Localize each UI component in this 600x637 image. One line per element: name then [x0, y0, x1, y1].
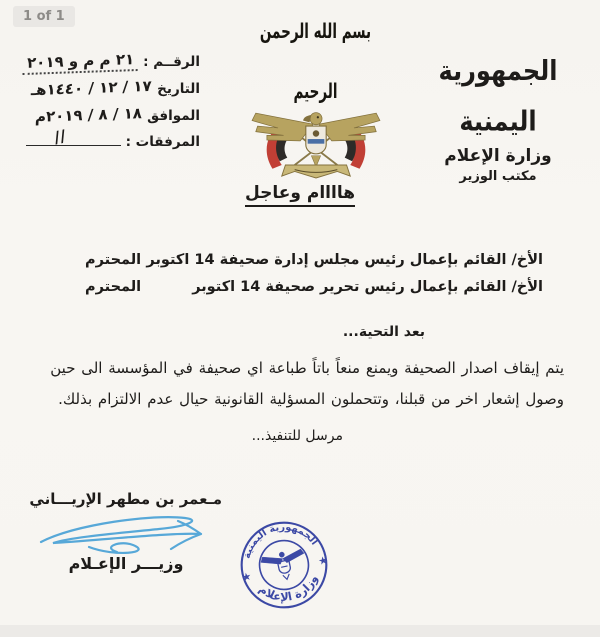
signature-block	[30, 490, 222, 573]
stamp-top-text: الجمهورية اليمنية	[241, 521, 320, 560]
republic-title: الجمهورية اليمنية	[438, 54, 558, 138]
recipient-honorific: المحترم	[85, 279, 142, 295]
field-row-date-hijri	[22, 76, 200, 106]
stamp-bottom-text: وزارة الإعلام	[256, 572, 321, 604]
attachments-rule	[26, 125, 121, 148]
letter-body	[36, 353, 564, 415]
field-value-number: ٢١ م م و ٢٠١٩	[23, 50, 139, 75]
signatory-name: مـعمر بن مطهر الإريـــاني	[29, 490, 222, 508]
field-value-date-hijri: ١٧ / ١٢ / ١٤٤٠هـ	[31, 76, 153, 100]
field-label-date-hijri: التاريخ	[157, 81, 200, 97]
recipient-honorific: المحترم	[85, 252, 142, 268]
org-header	[402, 52, 594, 184]
greeting-line: بعد التحية...	[342, 324, 425, 340]
field-label-attachments: المرفقات :	[125, 134, 200, 150]
recipient-row	[85, 279, 543, 295]
ministry-stamp	[216, 497, 351, 632]
field-row-attachments	[22, 125, 200, 160]
recipient-text: الأخ/ القائم بإعمال رئيس مجلس إدارة صحيفة 14 اكتوبر	[146, 252, 543, 268]
field-label-date-gregorian: الموافق	[147, 108, 200, 124]
signature-scribble	[31, 506, 221, 558]
dispatch-note: مرسل للتنفيذ...	[251, 428, 343, 444]
reference-fields	[22, 52, 200, 160]
field-value-date-gregorian: ١٨ / ٨ / ٢٠١٩م	[34, 104, 143, 126]
recipient-row	[85, 252, 543, 268]
emblem-block	[238, 22, 393, 194]
page-indicator: 1 of 1	[13, 6, 75, 27]
field-label-number: الرقــم :	[143, 54, 200, 70]
star-icon: ★	[317, 554, 330, 568]
body-line-2: وصول إشعار اخر من قبلنا، وتتحملون المسؤلية القانونية حيال عدم الالتزام بذلك.	[58, 390, 564, 408]
subject-line	[0, 183, 600, 203]
stamp-seal-icon	[216, 497, 351, 632]
star-icon: ★	[240, 570, 253, 585]
svg-text:الجمهورية اليمنية	[236, 514, 321, 561]
signatory-title: وزيـــر الإعـلام	[68, 554, 184, 573]
body-line-1: يتم إيقاف اصدار الصحيفة ويمنع منعاً باتاً طباعة اي صحيفة في المؤسسة الى حين	[50, 359, 564, 377]
recipient-text: الأخ/ القائم بإعمال رئيس تحرير صحيفة 14 اكتوبر	[192, 279, 543, 295]
basmala-calligraphy: بسم الله الرحمن الرحيم	[259, 20, 372, 104]
stamp-inner-eagle-icon	[260, 548, 309, 584]
field-value-attachments: //	[52, 125, 68, 148]
ministry-title: وزارة الإعلام	[444, 146, 552, 166]
subject-text: هاااام وعاجل	[245, 183, 355, 207]
office-title: مكتب الوزير	[459, 169, 537, 184]
field-row-number	[22, 52, 200, 79]
field-row-date-gregorian	[22, 106, 200, 133]
recipients-block	[85, 252, 543, 306]
